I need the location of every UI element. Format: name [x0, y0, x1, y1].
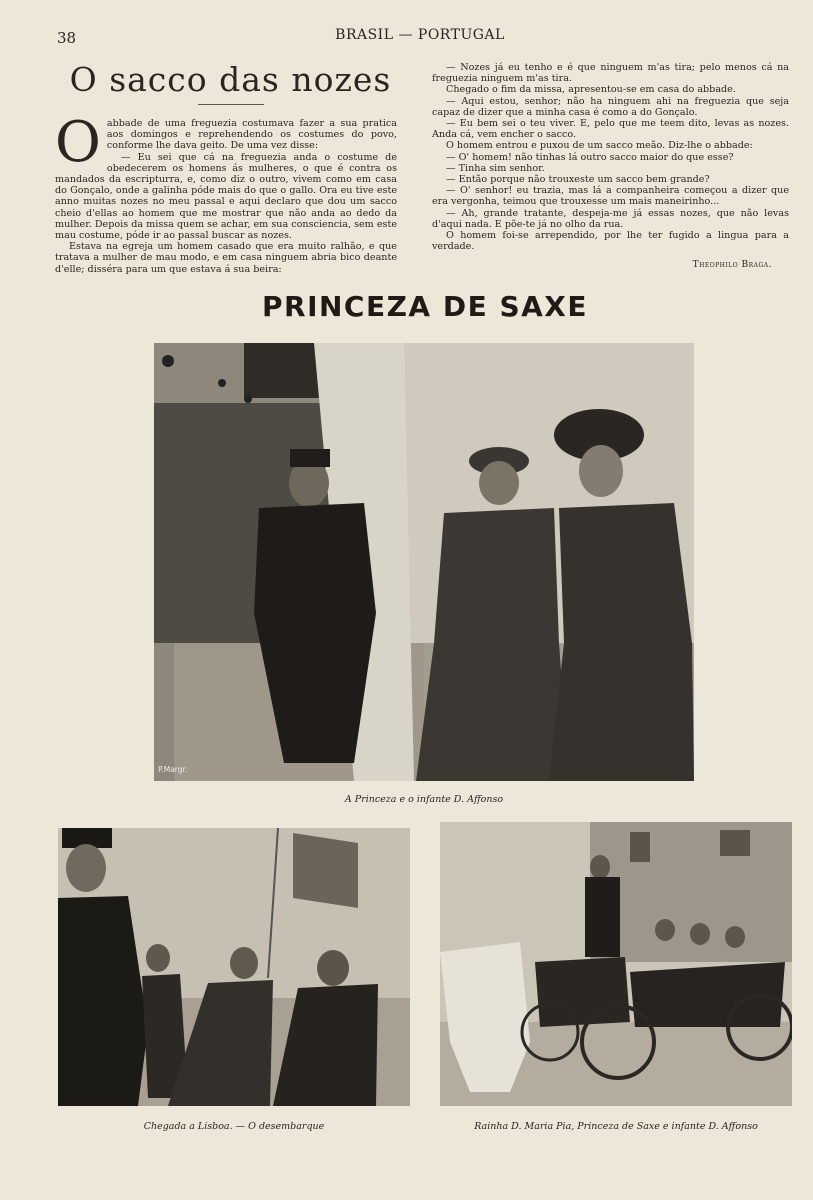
- carriage-photo-caption: Rainha D. Maria Pia, Princeza de Saxe e infante D. Affonso: [474, 1121, 758, 1132]
- story-left-column: [55, 110, 397, 275]
- author-signature: Theophilo Braga.: [692, 260, 772, 270]
- main-photo: [154, 343, 694, 781]
- story-paragraph: Chegado o fim da missa, apresentou-se em casa do abbade.: [446, 84, 736, 96]
- page-number: 38: [57, 29, 77, 47]
- carriage-photo-illustration: [440, 822, 792, 1106]
- story-paragraph: — Eu bem sei o teu viver. E, pelo que me teem dito, levas as nozes. Anda cá, vem encher o sacco.: [432, 118, 789, 141]
- photo-credit: P.Margr.: [158, 765, 188, 774]
- feature-headline: PRINCEZA DE SAXE: [262, 290, 588, 323]
- story-paragraph: — Nozes já eu tenho e é que ninguem m'as tira; pelo menos cá na freguezia ninguem m'as tira.: [432, 62, 789, 85]
- story-title: O sacco das nozes: [69, 60, 392, 99]
- story-paragraph: — O' senhor! eu trazia, mas lá a companheira começou a dizer que era vergonha, teimou que trouxesse um mais maneirinho...: [432, 185, 789, 208]
- story-paragraph: — Eu sei que cá na freguezia anda o costume de obedecerem os homens ás mulheres, o que é contra os mandados da escripturra, e, como diz o outro, vivem como em casa do Gonçalo, onde a galinha póde mais do que o gallo. Ora eu tive este anno muitas nozes no meu passal e aqui declaro que dou um sacco cheio d'ellas ao homem que me mostrar que não anda ao dedo da mulher. Depois da missa quem se achar, em sua consciencia, sem este mau costume, póde ir ao passal buscar as nozes.: [55, 151, 397, 242]
- story-paragraph: — Aqui estou, senhor; não ha ninguem ahi na freguezia que seja capaz de dizer que a minha casa é como a do Gonçalo.: [432, 95, 789, 118]
- story-paragraph: O homem foi-se arrependido, por lhe ter fugido a lingua para a verdade.: [432, 230, 789, 253]
- story-paragraph: abbade de uma freguezia costumava fazer a sua pratica aos domingos e reprehendendo os costumes do povo, conforme lhe dava geito. De uma vez disse:: [106, 118, 397, 152]
- story-paragraph: — Ah, grande tratante, despeja-me já essas nozes, que não levas d'aqui nada. E põe-te já no olho da rua.: [432, 207, 789, 230]
- arrival-photo-illustration: [58, 828, 410, 1106]
- title-divider: [198, 104, 264, 105]
- main-photo-caption: A Princeza e o infante D. Affonso: [344, 794, 504, 805]
- story-paragraph: Estava na egreja um homem casado que era muito ralhão, e que tratava a mulher de mau modo, e em casa ninguem abria bico deante d'elle; disséra para um que estava á sua beira:: [55, 241, 397, 275]
- story-right-column: [432, 62, 789, 252]
- carriage-photo: [440, 822, 792, 1106]
- story-paragraph: — O' homem! não tinhas lá outro sacco maior do que esse?: [446, 151, 734, 163]
- story-paragraph: O homem entrou e puxou de um sacco meão. Diz-lhe o abbade:: [446, 140, 753, 152]
- arrival-photo: [58, 828, 410, 1106]
- story-paragraph: — Então porque não trouxeste um sacco bem grande?: [446, 174, 710, 186]
- arrival-photo-caption: Chegada a Lisboa. — O desembarque: [143, 1121, 325, 1132]
- running-title: BRASIL — PORTUGAL: [335, 27, 505, 43]
- story-paragraph: — Tinha sim senhor.: [446, 162, 545, 174]
- main-photo-illustration: [154, 343, 694, 781]
- drop-cap: O: [55, 110, 101, 175]
